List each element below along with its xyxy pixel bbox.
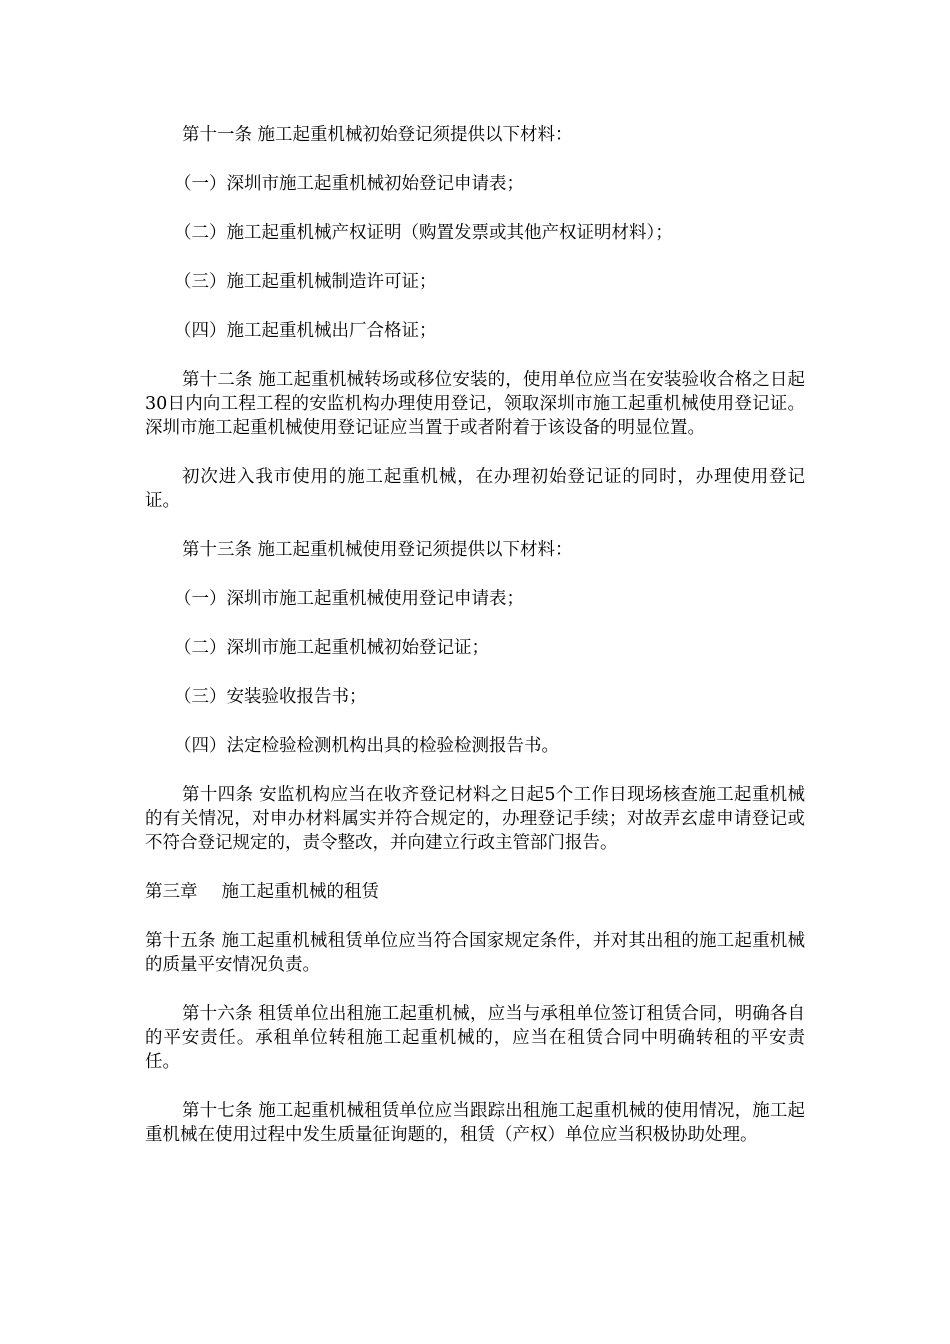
article-11-item-3: （三）施工起重机械制造许可证； <box>174 272 437 292</box>
article-12: 第十二条 施工起重机械转场或移位安装的，使用单位应当在安装验收合格之日起30日内向工程工程的安监机构办理使用登记，领取深圳市施工起重机械使用登记证。深圳市施工起重机械使用登记证应当置于或者附着于该设备的明显位置。 <box>145 370 805 438</box>
chapter-number: 第三章 <box>145 882 198 902</box>
chapter-heading <box>145 880 805 904</box>
article-11-item-4: （四）施工起重机械出厂合格证； <box>174 321 437 341</box>
article-12-paragraph-2: 初次进入我市使用的施工起重机械，在办理初始登记证的同时，办理使用登记证。 <box>145 467 805 511</box>
article-14: 第十四条 安监机构应当在收齐登记材料之日起5个工作日现场核查施工起重机械的有关情况，对申办材料属实并符合规定的，办理登记手续；对故弄玄虚申请登记或不符合登记规定的，责令整改，并向建立行政主管部门报告。 <box>145 785 805 853</box>
article-13-item-1: （一）深圳市施工起重机械使用登记申请表； <box>174 589 524 609</box>
article-13-item-3: （三）安装验收报告书； <box>174 687 367 707</box>
article-16: 第十六条 租赁单位出租施工起重机械，应当与承租单位签订租赁合同，明确各自的平安责任。承租单位转租施工起重机械的，应当在租赁合同中明确转租的平安责任。 <box>145 1004 805 1072</box>
article-13: 第十三条 施工起重机械使用登记须提供以下材料： <box>182 540 573 560</box>
article-11: 第十一条 施工起重机械初始登记须提供以下材料： <box>182 125 573 145</box>
article-13-item-2: （二）深圳市施工起重机械初始登记证； <box>174 638 489 658</box>
article-17: 第十七条 施工起重机械租赁单位应当跟踪出租施工起重机械的使用情况，施工起重机械在使用过程中发生质量征询题的，租赁（产权）单位应当积极协助处理。 <box>145 1101 805 1145</box>
article-13-item-4: （四）法定检验检测机构出具的检验检测报告书。 <box>174 736 559 756</box>
article-15: 第十五条 施工起重机械租赁单位应当符合国家规定条件，并对其出租的施工起重机械的质量平安情况负责。 <box>145 931 805 975</box>
article-11-item-2: （二）施工起重机械产权证明（购置发票或其他产权证明材料）； <box>174 223 673 243</box>
chapter-title: 施工起重机械的租赁 <box>221 882 379 902</box>
article-11-item-1: （一）深圳市施工起重机械初始登记申请表； <box>174 174 524 194</box>
document-body <box>145 123 805 1172</box>
